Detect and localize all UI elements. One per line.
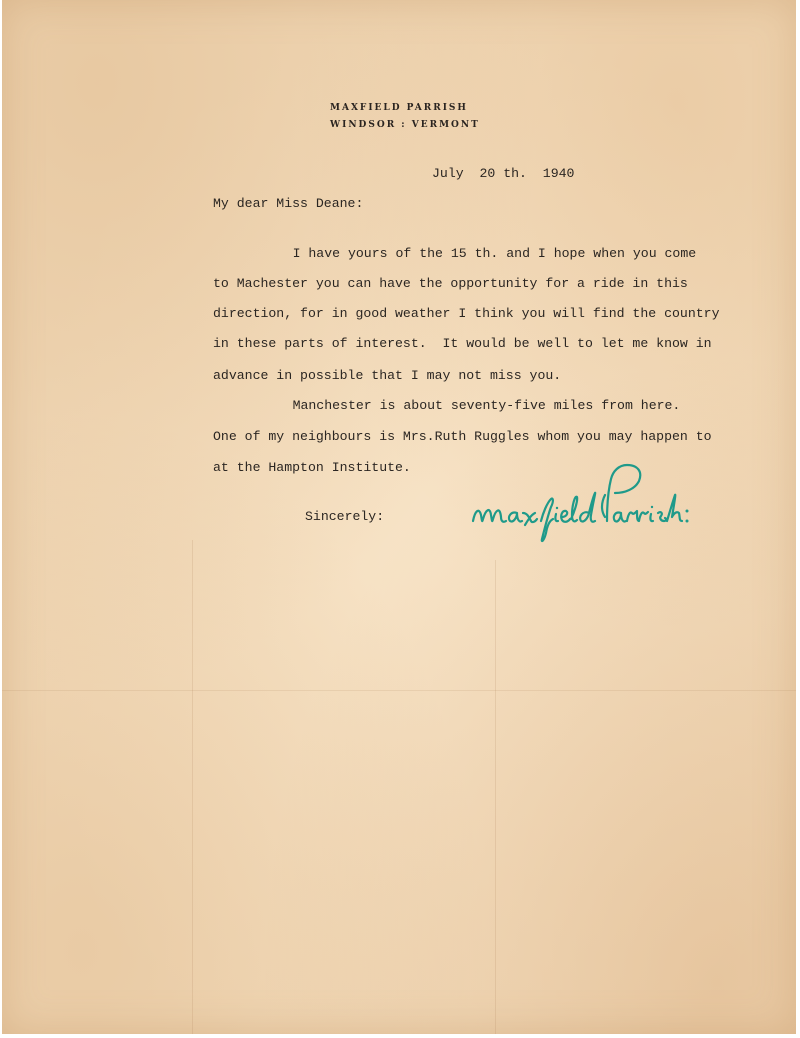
body-line: direction, for in good weather I think you will find the country bbox=[213, 306, 720, 321]
fold-line bbox=[495, 560, 496, 1034]
body-line: to Machester you can have the opportunity for a ride in this bbox=[213, 276, 688, 291]
salutation: My dear Miss Deane: bbox=[213, 196, 364, 211]
letter-date: July 20 th. 1940 bbox=[432, 166, 575, 181]
body-line: Manchester is about seventy-five miles from here. bbox=[253, 398, 681, 413]
fold-line bbox=[2, 690, 796, 691]
body-line: in these parts of interest. It would be well to let me know in bbox=[213, 336, 712, 351]
letterhead-name: MAXFIELD PARRISH bbox=[330, 103, 468, 113]
handwritten-signature bbox=[465, 455, 695, 550]
closing: Sincerely: bbox=[305, 509, 385, 524]
body-line: advance in possible that I may not miss you. bbox=[213, 368, 562, 383]
body-line: I have yours of the 15 th. and I hope when you come bbox=[253, 246, 697, 261]
fold-line bbox=[192, 540, 193, 1034]
body-line: at the Hampton Institute. bbox=[213, 460, 411, 475]
letterhead-location: WINDSOR : VERMONT bbox=[330, 120, 480, 130]
body-line: One of my neighbours is Mrs.Ruth Ruggles whom you may happen to bbox=[213, 429, 712, 444]
